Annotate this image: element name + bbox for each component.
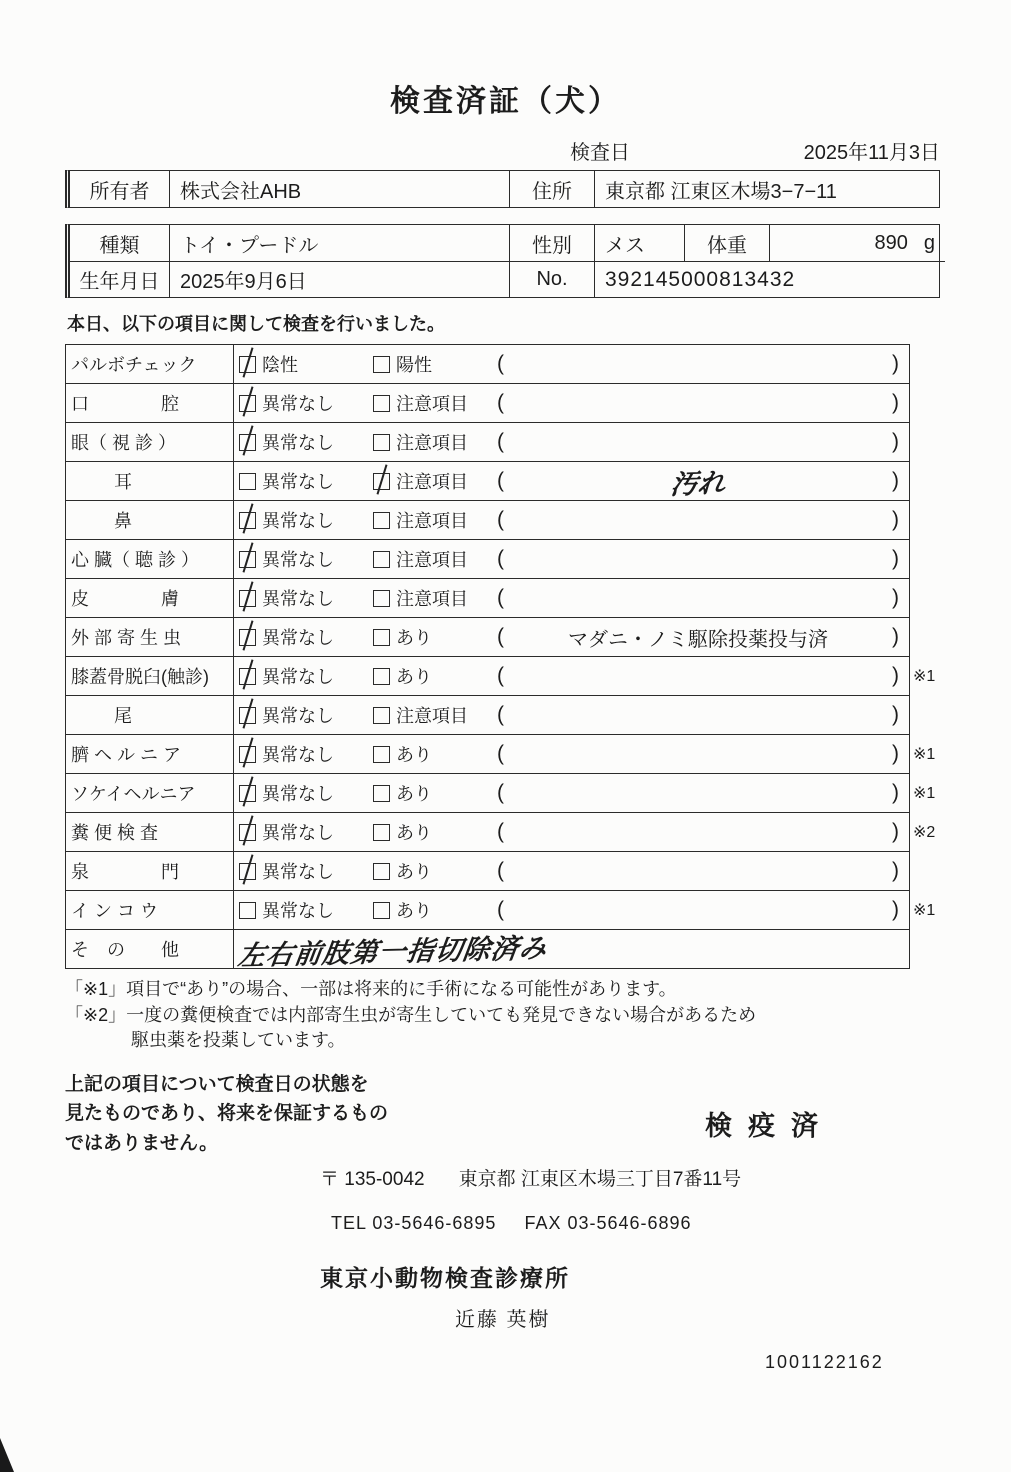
paren-open: ( [497, 820, 504, 843]
row-label: 耳 [66, 462, 234, 500]
option1-label: 異常なし [262, 628, 334, 648]
inspection-row [66, 734, 936, 773]
row-label: 外 部 寄 生 虫 [66, 618, 234, 656]
paren-close: ) [892, 820, 899, 843]
paren-open: ( [497, 703, 504, 726]
option2-label: あり [396, 784, 432, 804]
option1-label: 異常なし [262, 745, 334, 765]
option1-label: 異常なし [262, 667, 334, 687]
option-negative-group [239, 663, 373, 689]
option1-label: 異常なし [262, 511, 334, 531]
birth-label: 生年月日 [70, 261, 170, 297]
paren-open: ( [497, 898, 504, 921]
weight-number: 890 [874, 231, 908, 254]
owner-table [65, 170, 940, 208]
clinic-fax: FAX 03-5646-6896 [524, 1212, 692, 1233]
paren-open: ( [497, 352, 504, 375]
option1-label: 異常なし [262, 784, 334, 804]
paren-open: ( [497, 508, 504, 531]
option-negative-group [239, 546, 373, 572]
checkbox-option1 [239, 356, 256, 373]
paren-close: ) [892, 469, 899, 492]
postal-address: 東京都 江東区木場三丁目7番11号 [458, 1168, 742, 1190]
paren-open: ( [497, 742, 504, 765]
quarantine-stamp: 検疫済 [705, 1110, 834, 1141]
inspection-row [66, 929, 909, 971]
dog-info-table [65, 224, 940, 298]
row-content [234, 579, 909, 617]
page-title: 検査済証（犬） [390, 85, 621, 118]
option2-label: 注意項目 [396, 433, 468, 453]
row-content [234, 345, 909, 383]
inspection-row [66, 345, 909, 383]
option-negative-group [239, 585, 373, 611]
row-label: 膝蓋骨脱臼(触診) [66, 657, 234, 695]
checkbox-option1 [239, 590, 256, 607]
inspection-row [66, 461, 909, 500]
disclaimer-line3: ではありません。 [65, 1132, 219, 1154]
clinic-name: 東京小動物検査診療所 [320, 1264, 570, 1291]
remarks-field [495, 781, 909, 805]
remarks-field [495, 462, 909, 501]
footnote-2: 「※2」一度の糞便検査では内部寄生虫が寄生していても発見できない場合があるため [65, 1004, 757, 1025]
birth-value: 2025年9月6日 [170, 261, 510, 297]
inspection-row [66, 578, 909, 617]
option2-label: あり [396, 628, 432, 648]
option2-label: 注意項目 [396, 550, 468, 570]
row-content [234, 813, 909, 851]
checkbox-option2 [373, 512, 390, 529]
inspection-row [66, 422, 909, 461]
breed-value: トイ・プードル [170, 225, 510, 261]
breed-label: 種類 [70, 225, 170, 261]
paren-open: ( [497, 859, 504, 882]
remarks-field [495, 352, 909, 376]
option-positive-group [373, 468, 495, 494]
row-label: イ ン コ ウ [66, 891, 234, 929]
sex-label: 性別 [510, 225, 595, 261]
option-negative-group [239, 780, 373, 806]
remarks-note: マダニ・ノミ駆除投薬投与済 [568, 628, 828, 651]
remarks-field [495, 820, 909, 844]
row-content [234, 618, 909, 656]
checkbox-option2 [373, 551, 390, 568]
option-positive-group [373, 897, 495, 923]
option-negative-group [239, 468, 373, 494]
paren-open: ( [497, 430, 504, 453]
option-positive-group [373, 858, 495, 884]
remarks-field [495, 391, 909, 415]
inspection-row [66, 773, 936, 812]
row-label: 皮 膚 [66, 579, 234, 617]
serial-number: 1001122162 [765, 1351, 884, 1372]
inspection-row [66, 383, 909, 422]
row-content [234, 891, 909, 929]
paren-close: ) [892, 547, 899, 570]
option1-label: 異常なし [262, 472, 334, 492]
checkbox-option1 [239, 473, 256, 490]
footnote-mark: ※1 [913, 746, 936, 763]
checkbox-option1 [239, 629, 256, 646]
owner-label: 所有者 [70, 171, 170, 207]
row-label: そ の 他 [66, 930, 234, 968]
checkbox-option1 [239, 785, 256, 802]
row-label: 鼻 [66, 501, 234, 539]
paren-open: ( [497, 586, 504, 609]
address-label: 住所 [510, 171, 595, 207]
checkbox-option2 [373, 356, 390, 373]
checkbox-option2 [373, 746, 390, 763]
option-positive-group [373, 390, 495, 416]
paren-close: ) [892, 586, 899, 609]
row-content [234, 384, 909, 422]
option-negative-group [239, 741, 373, 767]
row-label: パルボチェック [66, 345, 234, 383]
checkbox-option1 [239, 512, 256, 529]
option-positive-group [373, 702, 495, 728]
inspection-row [66, 695, 909, 734]
row-content [234, 462, 909, 500]
row-content [234, 930, 909, 971]
paren-open: ( [497, 547, 504, 570]
inspection-row [66, 851, 909, 890]
footnote-mark: ※2 [913, 824, 936, 841]
disclaimer-line1: 上記の項目について検査日の状態を [65, 1073, 369, 1095]
row-content [234, 540, 909, 578]
checkbox-option1 [239, 434, 256, 451]
option-positive-group [373, 780, 495, 806]
checkbox-option1 [239, 707, 256, 724]
option1-label: 異常なし [262, 862, 334, 882]
paren-open: ( [497, 781, 504, 804]
option-positive-group [373, 819, 495, 845]
checkbox-option1 [239, 746, 256, 763]
disclaimer-row [65, 1070, 946, 1158]
option2-label: あり [396, 667, 432, 687]
footnotes [65, 977, 946, 1054]
option2-label: 注意項目 [396, 472, 468, 492]
row-label: 臍 ヘ ル ニ ア [66, 735, 234, 773]
row-label: 泉 門 [66, 852, 234, 890]
option-negative-group [239, 702, 373, 728]
option-negative-group [239, 351, 373, 377]
option2-label: 注意項目 [396, 589, 468, 609]
postal-code: 〒 135-0042 [320, 1168, 425, 1190]
row-content [234, 696, 909, 734]
scan-artifact [0, 1438, 14, 1472]
option-positive-group [373, 429, 495, 455]
option2-label: あり [396, 745, 432, 765]
paren-open: ( [497, 469, 504, 492]
option-negative-group [239, 858, 373, 884]
checkbox-option2 [373, 473, 390, 490]
checkbox-option2 [373, 590, 390, 607]
option-positive-group [373, 546, 495, 572]
option-negative-group [239, 390, 373, 416]
paren-close: ) [892, 742, 899, 765]
remarks-field [495, 898, 909, 922]
row-label: 口 腔 [66, 384, 234, 422]
paren-open: ( [497, 625, 504, 648]
option-positive-group [373, 624, 495, 650]
checkbox-option2 [373, 785, 390, 802]
option-positive-group [373, 351, 495, 377]
checkbox-option2 [373, 629, 390, 646]
weight-unit: g [923, 231, 935, 254]
veterinarian-name: 近藤 英樹 [455, 1308, 551, 1331]
disclaimer-text [65, 1070, 465, 1158]
checkbox-option1 [239, 395, 256, 412]
checkbox-option1 [239, 824, 256, 841]
option2-label: 注意項目 [396, 706, 468, 726]
option2-label: 注意項目 [396, 511, 468, 531]
checkbox-option1 [239, 863, 256, 880]
footnote-mark: ※1 [913, 902, 936, 919]
weight-label: 体重 [685, 225, 770, 261]
paren-close: ) [892, 859, 899, 882]
row-content [234, 852, 909, 890]
footnote-1: 「※1」項目で“あり”の場合、一部は将来的に手術になる可能性があります。 [65, 979, 677, 999]
inspection-row [66, 500, 909, 539]
footnote-mark: ※1 [913, 785, 936, 802]
option1-label: 陰性 [262, 355, 298, 375]
option-negative-group [239, 429, 373, 455]
paren-close: ) [892, 781, 899, 804]
no-label: No. [510, 261, 595, 297]
owner-value: 株式会社AHB [170, 171, 510, 207]
remarks-field [495, 703, 909, 727]
footnote-mark: ※1 [913, 668, 936, 685]
inspection-date-row [65, 136, 940, 164]
remarks-note: 汚れ [669, 467, 727, 500]
checkbox-option2 [373, 902, 390, 919]
paren-close: ) [892, 664, 899, 687]
remarks-field [495, 547, 909, 571]
row-label: ソケイヘルニア [66, 774, 234, 812]
no-value: 392145000813432 [595, 261, 945, 297]
disclaimer-line2: 見たものであり、将来を保証するもの [65, 1103, 389, 1125]
inspection-row [66, 617, 909, 656]
option1-label: 異常なし [262, 550, 334, 570]
footnote-2-cont: 駆虫薬を投薬しています。 [131, 1030, 346, 1051]
option1-label: 異常なし [262, 433, 334, 453]
checkbox-option1 [239, 551, 256, 568]
option2-label: 陽性 [396, 355, 432, 375]
remarks-field [495, 623, 909, 652]
paren-close: ) [892, 508, 899, 531]
clinic-tel: TEL 03-5646-6895 [331, 1212, 497, 1233]
checkbox-option1 [239, 668, 256, 685]
remarks-field [495, 664, 909, 688]
row-label: 糞 便 検 査 [66, 813, 234, 851]
paren-close: ) [892, 352, 899, 375]
remarks-field [495, 859, 909, 883]
checkbox-option2 [373, 707, 390, 724]
row-content [234, 657, 909, 695]
handwritten-note: 左右前肢第一指切除済み [236, 932, 550, 971]
option-negative-group [239, 624, 373, 650]
row-label: 尾 [66, 696, 234, 734]
row-content [234, 735, 909, 773]
checkbox-option2 [373, 863, 390, 880]
option-positive-group [373, 585, 495, 611]
checkbox-option2 [373, 434, 390, 451]
inspection-table [65, 344, 936, 971]
option1-label: 異常なし [262, 901, 334, 921]
option2-label: 注意項目 [396, 394, 468, 414]
remarks-field [495, 508, 909, 532]
checkbox-option2 [373, 824, 390, 841]
inspection-row [66, 656, 936, 695]
option1-label: 異常なし [262, 589, 334, 609]
inspection-row [66, 890, 936, 929]
paren-close: ) [892, 625, 899, 648]
paren-close: ) [892, 898, 899, 921]
row-content [234, 423, 909, 461]
row-content [234, 501, 909, 539]
option1-label: 異常なし [262, 394, 334, 414]
option-positive-group [373, 507, 495, 533]
paren-open: ( [497, 391, 504, 414]
inspection-date-value: 2025年11月3日 [803, 142, 940, 164]
checkbox-option2 [373, 395, 390, 412]
intro-text: 本日、以下の項目に関して検査を行いました。 [67, 314, 445, 334]
remarks-field [495, 742, 909, 766]
option1-label: 異常なし [262, 706, 334, 726]
option2-label: あり [396, 901, 432, 921]
option-negative-group [239, 897, 373, 923]
paren-close: ) [892, 703, 899, 726]
clinic-telfax-row [331, 1213, 946, 1234]
paren-open: ( [497, 664, 504, 687]
inspection-row [66, 812, 936, 851]
inspection-date-label: 検査日 [570, 142, 630, 164]
sex-value: メス [595, 225, 685, 261]
option-positive-group [373, 663, 495, 689]
option-negative-group [239, 507, 373, 533]
weight-value [770, 225, 945, 261]
row-content [234, 774, 909, 812]
address-value: 東京都 江東区木場3−7−11 [605, 180, 837, 203]
checkbox-option1 [239, 902, 256, 919]
option1-label: 異常なし [262, 823, 334, 843]
inspection-row [66, 539, 909, 578]
option2-label: あり [396, 823, 432, 843]
row-label: 心 臓（ 聴 診 ） [66, 540, 234, 578]
option2-label: あり [396, 862, 432, 882]
checkbox-option2 [373, 668, 390, 685]
row-label: 眼（ 視 診 ） [66, 423, 234, 461]
option-negative-group [239, 819, 373, 845]
option-positive-group [373, 741, 495, 767]
paren-close: ) [892, 430, 899, 453]
remarks-field [495, 586, 909, 610]
remarks-field [495, 430, 909, 454]
paren-close: ) [892, 391, 899, 414]
clinic-postal-row [320, 1164, 946, 1191]
